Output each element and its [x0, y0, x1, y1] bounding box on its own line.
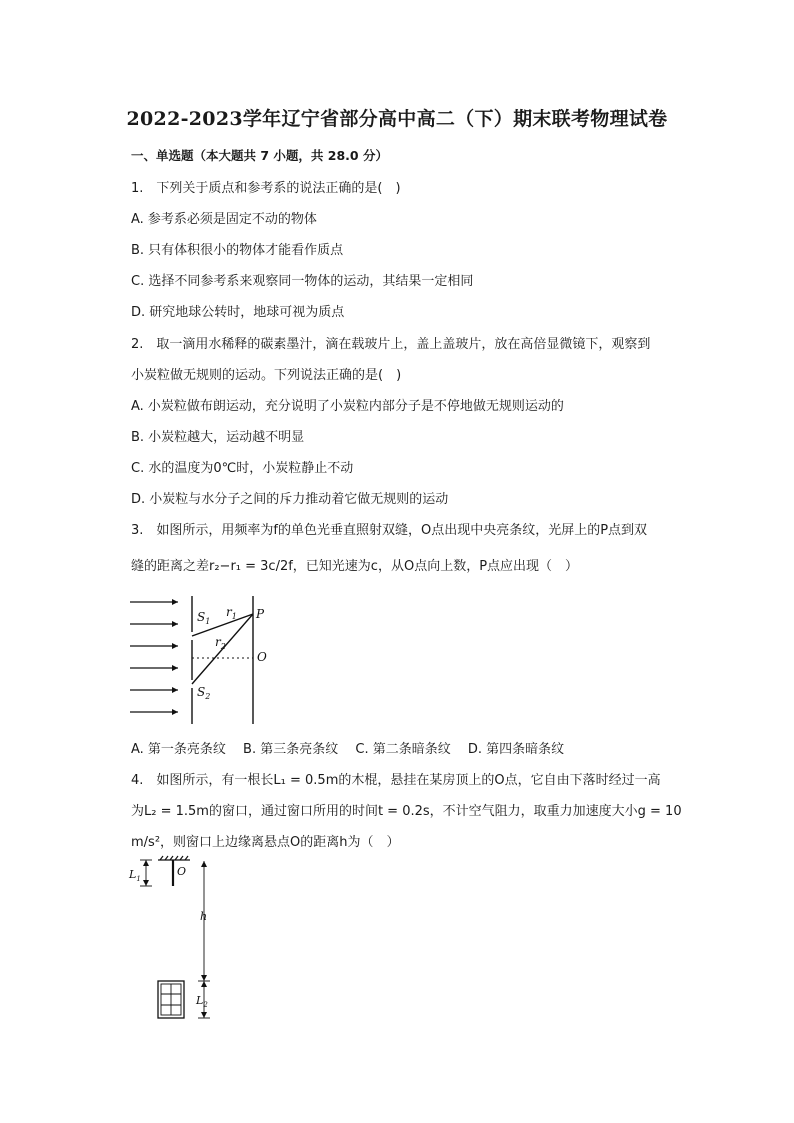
- q1-option-d: D. 研究地球公转时，地球可视为质点: [131, 305, 345, 320]
- q3-stem-line1: 3. 如图所示，用频率为f的单色光垂直照射双缝，O点出现中央亮条纹，光屏上的P点到双: [131, 523, 648, 538]
- label-s2: $S_2$: [197, 685, 211, 701]
- q1-stem: 1. 下列关于质点和参考系的说法正确的是( ): [131, 181, 401, 196]
- label-r1: $r_1$: [226, 605, 237, 621]
- label-s1: $S_1$: [197, 610, 211, 626]
- label-o: O: [257, 650, 267, 664]
- exam-title: 2022-2023学年辽宁省部分高中高二（下）期末联考物理试卷: [126, 108, 668, 130]
- q2-stem-line1: 2. 取一滴用水稀释的碳素墨汁，滴在载玻片上，盖上盖玻片，放在高倍显微镜下，观察到: [131, 337, 651, 352]
- label-l1: $L_1$: [129, 868, 141, 883]
- q4-stem-line2: 为L₂ = 1.5m的窗口，通过窗口所用的时间t = 0.2s，不计空气阻力，取重力加速度大小g = 10: [131, 804, 682, 819]
- q2-option-c: C. 水的温度为0℃时，小炭粒静止不动: [131, 461, 354, 476]
- falling-rod-figure: [128, 852, 228, 1024]
- q4-stem-line3: m/s²，则窗口上边缘离悬点O的距离h为（ ）: [131, 835, 400, 850]
- label-o-pivot: O: [177, 865, 187, 878]
- label-r2: $r_2$: [215, 635, 226, 651]
- q1-option-a: A. 参考系必须是固定不动的物体: [131, 212, 317, 227]
- q3-options: A. 第一条亮条纹 B. 第三条亮条纹 C. 第二条暗条纹 D. 第四条暗条纹: [131, 742, 565, 757]
- q4-stem-line1: 4. 如图所示，有一根长L₁ = 0.5m的木棍，悬挂在某房顶上的O点，它自由下落时经过一高: [131, 773, 661, 788]
- q1-option-b: B. 只有体积很小的物体才能看作质点: [131, 243, 344, 258]
- q3-stem-line2: 缝的距离之差r₂−r₁ = 3c/2f，已知光速为c，从O点向上数，P点应出现（ ）: [131, 559, 579, 574]
- q2-option-b: B. 小炭粒越大，运动越不明显: [131, 430, 305, 445]
- q2-option-a: A. 小炭粒做布朗运动，充分说明了小炭粒内部分子是不停地做无规则运动的: [131, 399, 564, 414]
- q2-option-d: D. 小炭粒与水分子之间的斥力推动着它做无规则的运动: [131, 492, 449, 507]
- label-l2: $L_2$: [196, 994, 208, 1009]
- double-slit-figure: [128, 592, 278, 726]
- label-p: P: [256, 607, 265, 621]
- q1-option-c: C. 选择不同参考系来观察同一物体的运动，其结果一定相同: [131, 274, 474, 289]
- q2-stem-line2: 小炭粒做无规则的运动。下列说法正确的是( ): [131, 368, 402, 383]
- section-heading: 一、单选题（本大题共 7 小题，共 28.0 分）: [131, 148, 388, 163]
- label-h: h: [200, 910, 208, 923]
